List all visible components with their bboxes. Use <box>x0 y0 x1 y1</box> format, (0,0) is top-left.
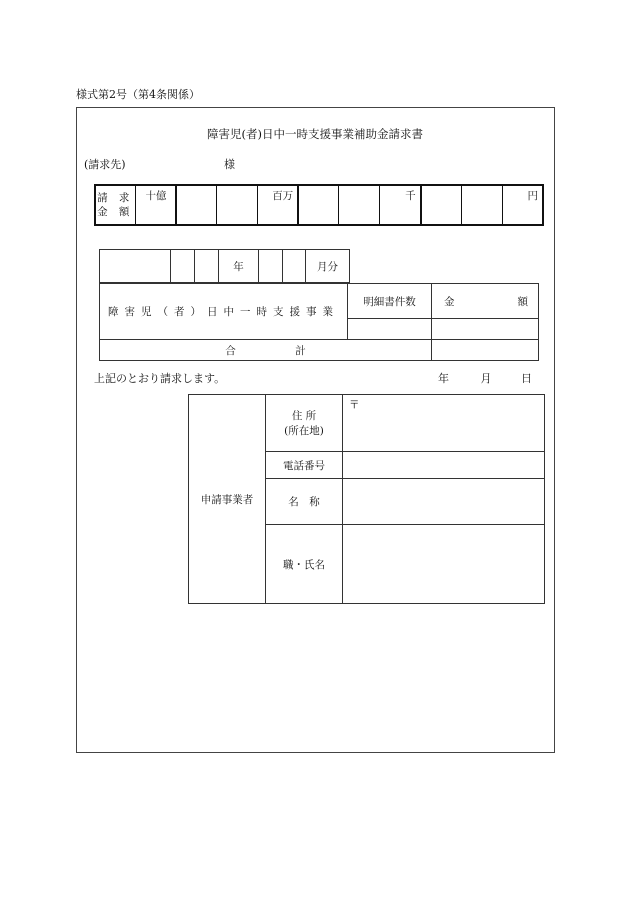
total-label-right: 計 <box>295 344 306 357</box>
digit-thousand[interactable]: 千 <box>380 185 421 225</box>
total-label-left: 合 <box>225 344 236 357</box>
applicant-group-label: 申請事業者 <box>189 395 266 604</box>
total-label <box>100 340 432 361</box>
form-title: 障害児(者)日中一時支援事業補助金請求書 <box>207 127 423 141</box>
digit-cell[interactable] <box>461 185 502 225</box>
title-name-field[interactable] <box>343 525 545 604</box>
phone-field[interactable] <box>343 452 545 479</box>
claim-amount-label <box>95 185 135 225</box>
postal-mark: 〒 <box>349 399 360 411</box>
year-digit-cell[interactable] <box>171 250 195 283</box>
digit-cell[interactable] <box>298 185 339 225</box>
phone-label: 電話番号 <box>266 452 343 479</box>
claim-amount-label-line1: 請 求 <box>97 192 134 204</box>
digit-cell[interactable] <box>217 185 258 225</box>
digit-cell[interactable] <box>339 185 380 225</box>
address-field[interactable] <box>343 395 545 452</box>
service-table <box>99 283 539 361</box>
year-digit-cell[interactable] <box>195 250 219 283</box>
address-label <box>266 395 343 452</box>
date-year-label: 年 <box>438 372 449 385</box>
period-table <box>99 249 350 283</box>
amount-header-left: 金 <box>444 295 455 308</box>
amount-value-cell[interactable] <box>432 319 539 340</box>
month-digit-cell[interactable] <box>283 250 306 283</box>
date-day-label: 日 <box>521 372 532 385</box>
org-name-label: 名 称 <box>266 479 343 525</box>
addressee-label: (請求先) <box>84 158 126 171</box>
total-amount-cell[interactable] <box>432 340 539 361</box>
amount-header <box>432 284 539 319</box>
claim-amount-label-line2: 金 額 <box>97 206 134 218</box>
request-date <box>438 370 532 386</box>
digit-yen[interactable]: 円 <box>502 185 543 225</box>
address-label-sub: (所在地) <box>284 425 324 437</box>
year-label: 年 <box>219 250 259 283</box>
date-month-label: 月 <box>480 372 492 385</box>
amount-header-right: 額 <box>517 295 528 308</box>
request-statement: 上記のとおり請求します。 <box>94 372 226 385</box>
form-number-header: 様式第2号（第4条関係） <box>76 88 200 101</box>
digit-billion[interactable]: 十億 <box>135 185 176 225</box>
month-label: 月分 <box>306 250 350 283</box>
org-name-field[interactable] <box>343 479 545 525</box>
service-name: 障害児（者）日中一時支援事業 <box>100 284 348 340</box>
count-header: 明細書件数 <box>348 284 432 319</box>
count-value-cell[interactable] <box>348 319 432 340</box>
digit-cell[interactable] <box>421 185 462 225</box>
digit-million[interactable]: 百万 <box>257 185 298 225</box>
era-cell[interactable] <box>100 250 171 283</box>
claim-amount-table <box>94 184 544 226</box>
title-name-label: 職・氏名 <box>266 525 343 604</box>
address-label-main: 住 所 <box>291 410 317 422</box>
month-digit-cell[interactable] <box>259 250 283 283</box>
applicant-table <box>188 394 545 604</box>
digit-cell[interactable] <box>176 185 217 225</box>
addressee-honorific: 様 <box>224 158 235 171</box>
